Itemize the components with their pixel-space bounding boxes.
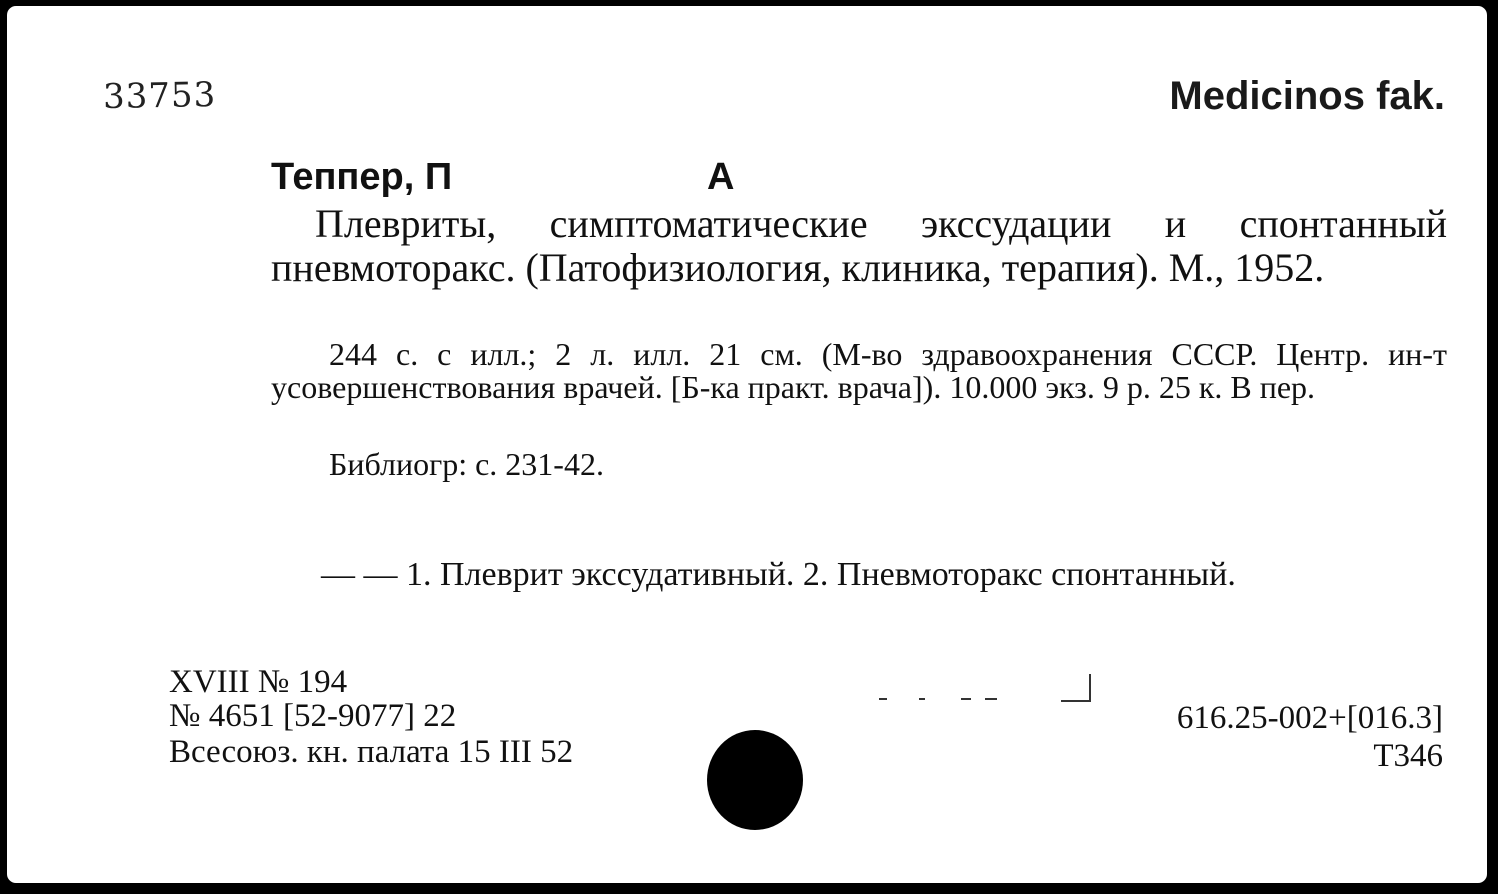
ink-speck [1089, 674, 1091, 700]
subject-headings: — — 1. Плеврит экссудативный. 2. Пневмоторакс спонтанный. [321, 556, 1236, 593]
ink-speck [1061, 700, 1091, 702]
shelf-mark: Т346 [1373, 738, 1443, 774]
registry-line: Всесоюз. кн. палата 15 III 52 [169, 734, 574, 770]
bibliography-note: Библиогр: с. 231-42. [329, 446, 604, 482]
registry-line: № 4651 [52-9077] 22 [169, 698, 457, 734]
accession-number: 33753 [102, 75, 217, 117]
author-initial: А [707, 156, 735, 198]
physical-description: 244 с. с илл.; 2 л. илл. 21 см. (М-во здравоохранения СССР. Центр. ин-т усовершенствования врачей. [Б-ка практ. врача]). 10.000 экз. 9 р. 25 к. В пер. [271, 336, 1447, 405]
ink-speck [961, 698, 971, 700]
book-title: Плевриты, симптоматические экссудации и спонтанный пневмоторакс. (Патофизиология, клиника, терапия). М., 1952. [271, 201, 1447, 290]
author-name: Теппер, П [271, 156, 453, 198]
registry-line: XVIII № 194 [169, 664, 348, 700]
classification-code: 616.25-002+[016.3] [1176, 700, 1443, 736]
faculty-stamp: Medicinos fak. [1169, 74, 1445, 118]
ink-speck [985, 698, 997, 700]
punch-hole [707, 730, 803, 830]
ink-speck [919, 698, 925, 700]
catalog-card [6, 5, 1488, 884]
ink-speck [879, 698, 887, 700]
